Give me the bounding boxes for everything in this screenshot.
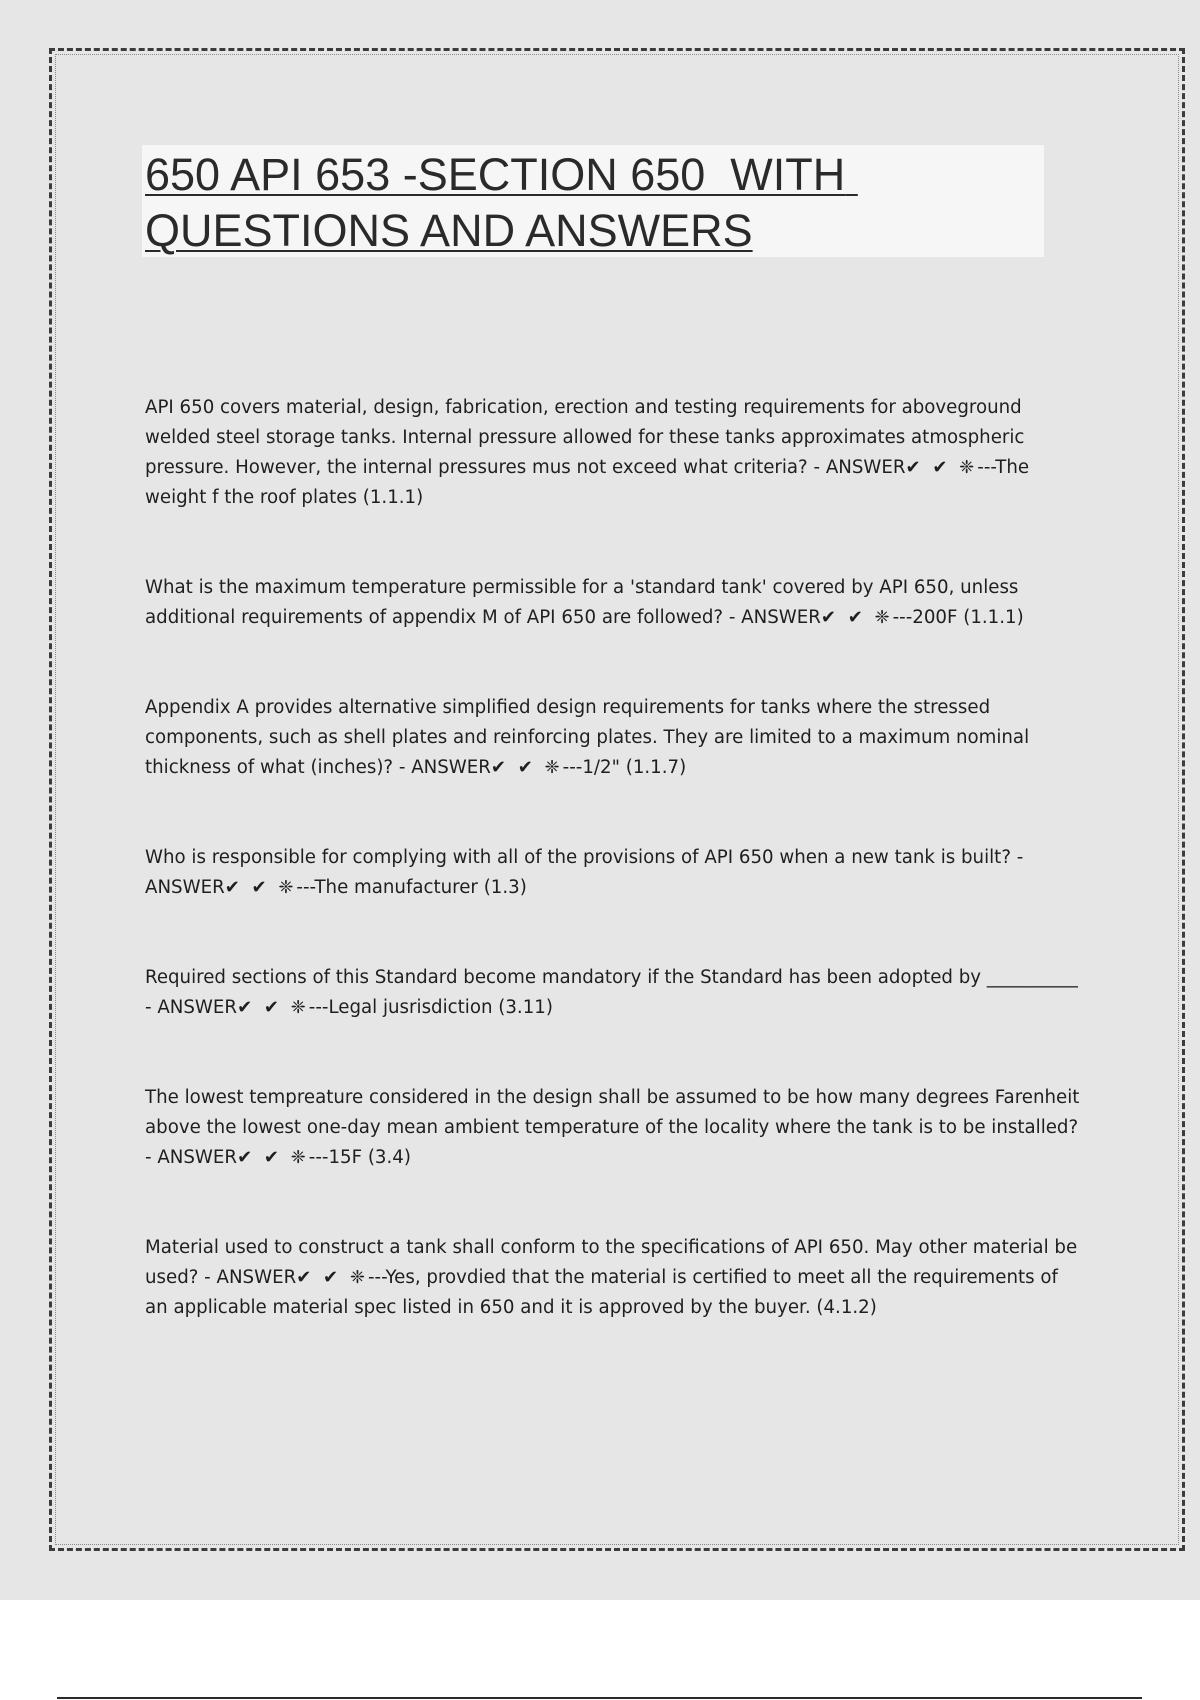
qa-item xyxy=(145,393,1085,513)
question-text: What is the maximum temperature permissible for a 'standard tank' covered by API 650, unless additional requirements of appendix M of API 650 are followed? - ANSWER xyxy=(145,577,1019,628)
footer-rule xyxy=(57,1697,1142,1699)
qa-list xyxy=(145,393,1085,1383)
question-text: Appendix A provides alternative simplified design requirements for tanks where the stressed components, such as shell plates and reinforcing plates. They are limited to a maximum nominal thickness of what (inches)? - ANSWER xyxy=(145,697,1030,778)
question-text: The lowest tempreature considered in the design shall be assumed to be how many degrees Farenheit above the lowest one-day mean ambient temperature of the locality where the tank is to be installed? - ANSWER xyxy=(145,1087,1080,1168)
check-marks-icon: ✔ ✔ ❈ xyxy=(820,607,893,628)
qa-item xyxy=(145,573,1085,633)
check-marks-icon: ✔ ✔ ❈ xyxy=(296,1267,368,1288)
qa-item xyxy=(145,1233,1085,1323)
question-text: API 650 covers material, design, fabrication, erection and testing requirements for aboveground welded steel storage tanks. Internal pressure allowed for these tanks approximates atmospheric pressure. However, the internal pressures mus not exceed what criteria? - ANSWER xyxy=(145,397,1025,478)
qa-item xyxy=(145,963,1085,1023)
answer-text: ---1/2" (1.1.7) xyxy=(562,757,687,778)
qa-item xyxy=(145,843,1085,903)
answer-text: ---15F (3.4) xyxy=(308,1147,411,1168)
answer-text: ---The manufacturer (1.3) xyxy=(296,877,527,898)
check-marks-icon: ✔ ✔ ❈ xyxy=(490,757,563,778)
check-marks-icon: ✔ ✔ ❈ xyxy=(224,877,297,898)
question-text: Material used to construct a tank shall conform to the specifications of API 650. May other material be used? - ANSWER xyxy=(145,1237,1078,1288)
check-marks-icon: ✔ ✔ ❈ xyxy=(905,457,978,478)
question-text: Required sections of this Standard become mandatory if the Standard has been adopted by __________ - ANSWER xyxy=(145,967,1078,1018)
question-text: Who is responsible for complying with all of the provisions of API 650 when a new tank is built? - ANSWER xyxy=(145,847,1024,898)
document-title: 650 API 653 -SECTION 650 WITH QUESTIONS AND ANSWERS xyxy=(145,149,858,256)
answer-text: ---Yes, provdied that the material is certified to meet all the requirements of an applicable material spec listed in 650 and it is approved by the buyer. (4.1.2) xyxy=(145,1267,1058,1318)
answer-text: ---Legal jusrisdiction (3.11) xyxy=(308,997,553,1018)
qa-item xyxy=(145,693,1085,783)
qa-item xyxy=(145,1083,1085,1173)
answer-text: ---The weight f the roof plates (1.1.1) xyxy=(145,457,1030,508)
check-marks-icon: ✔ ✔ ❈ xyxy=(237,1147,309,1168)
check-marks-icon: ✔ ✔ ❈ xyxy=(237,997,309,1018)
answer-text: ---200F (1.1.1) xyxy=(892,607,1024,628)
